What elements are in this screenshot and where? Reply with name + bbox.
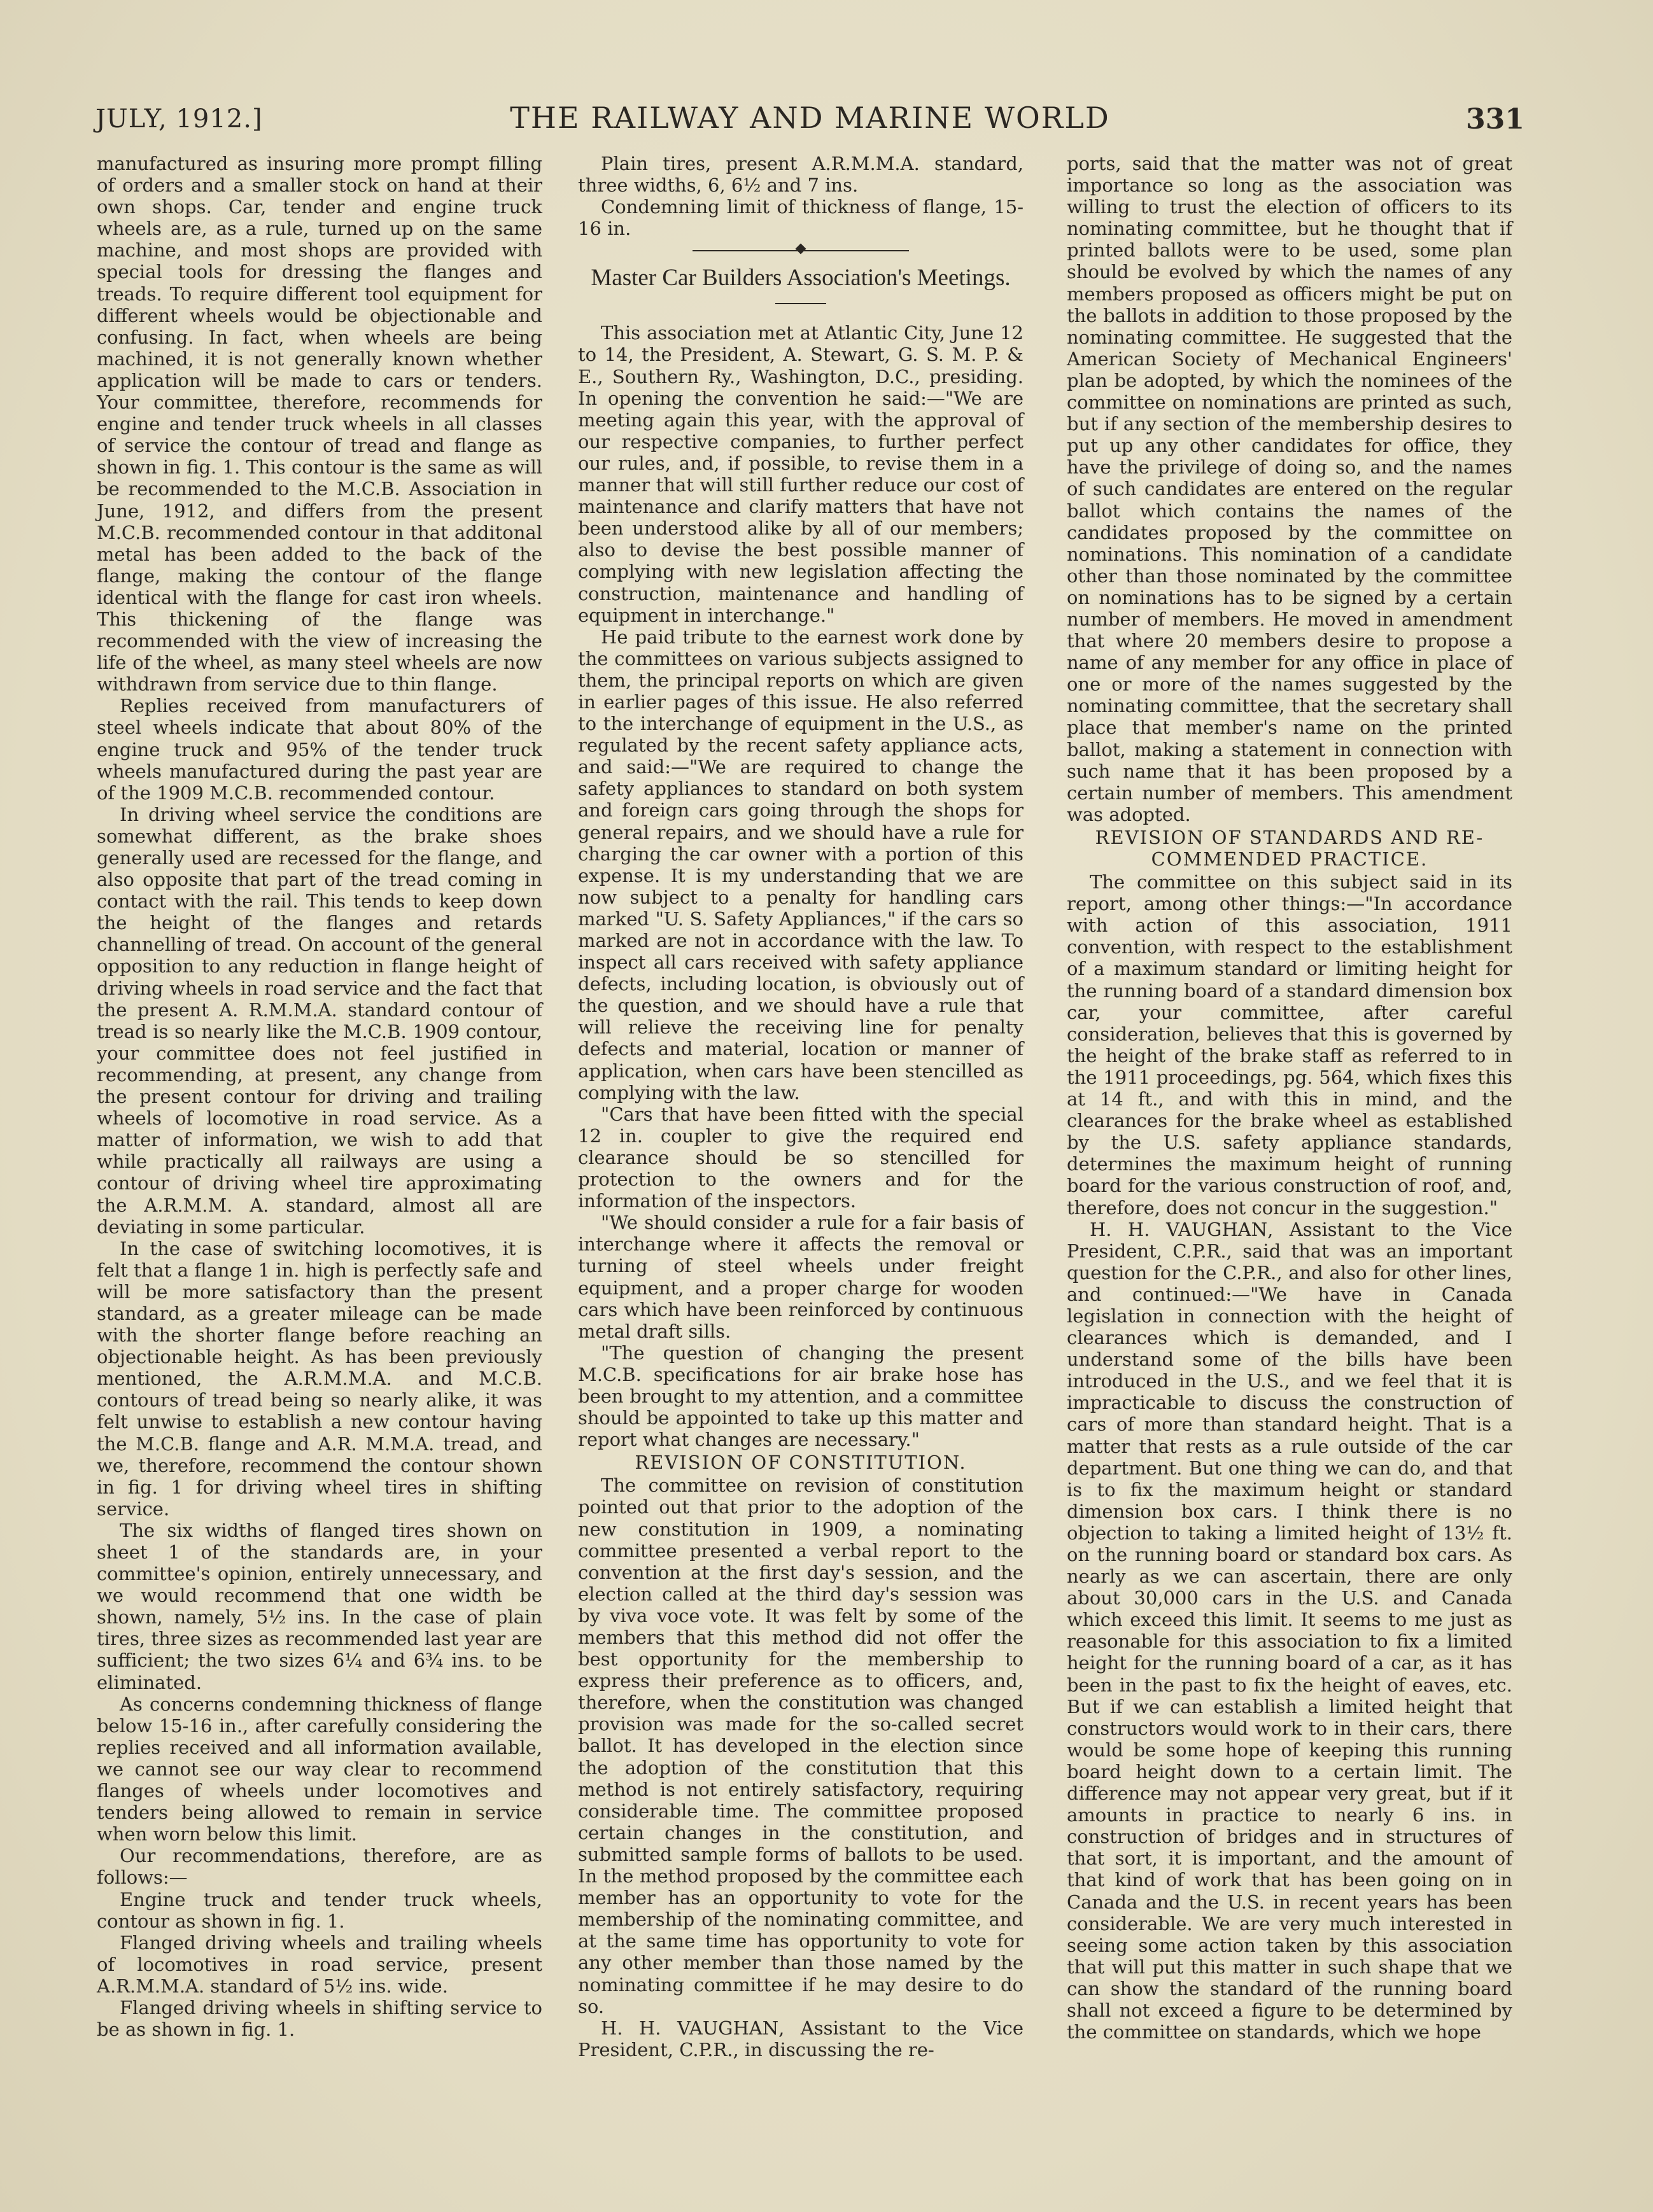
paragraph-text: , Assistant to the Vice President, C.P.R., in discussing the re- [578,2017,1023,2061]
paragraph: Flanged driving wheels and trailing wheels of locomotives in road service, present A.R.M.M.A. standard of 5½ ins. wide. [97,1931,542,1997]
paragraph: In driving wheel service the conditions are somewhat different, as the brake shoes generally used are recessed for the flange, and also opposite that part of the tread coming in contact with the rail. This tends to keep down the height of the flanges and retards channelling of tread. On account of the general opposition to any reduction in flange height of driving wheels in road service and the fact that the present A. R.M.M.A. standard contour of tread is so nearly like the M.C.B. 1909 contour, your committee does not feel justified in recommending, at present, any change from the present contour for driving and trailing wheels of locomotive in road service. As a matter of information, we wish to add that while practically all railways are using a contour of driving wheel tire approximating the A.R.M.M. A. standard, almost all are deviating in some particular. [97,803,542,1238]
paragraph: The committee on revision of constitution pointed out that prior to the adoption of the new constitution in 1909, a nominating committee presented a verbal report to the convention at the first day's session, and the election called at the third day's session was by viva voce vote. It was felt by some of the members that this method did not offer the best opportunity for the membership to express their preference as to officers, and, therefore, when the constitution was changed provision was made for the so-called secret ballot. It has developed in the election since the adoption of the constitution that this method is not entirely satisfactory, requiring considerable time. The committee proposed certain changes in the constitution, and submitted sample forms of ballots to be used. In the method proposed by the committee each member has an opportunity to vote for the membership of the nominating committee, and at the same time has opportunity to vote for any other member than those named by the nominating committee if he may desire to do so. [578,1474,1023,2017]
article-title: Master Car Builders Association's Meetings. [591,265,1011,291]
paragraph: manufactured as insuring more prompt filling of orders and a smaller stock on hand at their own shops. Car, tender and engine truck wheels are, as a rule, turned up on the same machine, and most shops are provided with special tools for dressing the flanges and treads. To require different tool equipment for different wheels would be objectionable and confusing. In fact, when wheels are being machined, it is not generally known whether application will be made to cars or tenders. Your committee, therefore, recommends for engine and tender truck wheels in all classes of service the contour of tread and flange as shown in fig. 1. This contour is the same as will be recommended to the M.C.B. Association in June, 1912, and differs from the present M.C.B. recommended contour in that additonal metal has been added to the back of the flange, making the contour of the flange identical with the flange for cast iron wheels. This thickening of the flange was recommended with the view of increasing the life of the wheel, as many steel wheels are now withdrawn from service due to thin flange. [97,153,542,696]
paragraph: The six widths of flanged tires shown on sheet 1 of the standards are, in your committee's opinion, entirely unnecessary, and we would recommend that one width be shown, namely, 5½ ins. In the case of plain tires, three sizes as recommended last year are sufficient; the two sizes 6¼ and 6¾ ins. to be eliminated. [97,1519,542,1693]
paragraph: In the case of switching locomotives, it is felt that a flange 1 in. high is perfectly safe and will be more satisfactory than the present standard, as a greater mileage can be made with the shorter flange before reaching an objectionable height. As has been previously mentioned, the A.R.M.M.A. and M.C.B. contours of tread being so nearly alike, it was felt unwise to establish a new contour having the M.C.B. flange and A.R. M.M.A. tread, and we, therefore, recommend the contour shown in fig. 1 for driving wheel tires in shifting service. [97,1237,542,1520]
paragraph: He paid tribute to the earnest work done by the committees on various subjects assigned to them, the principal reports on which are given in earlier pages of this issue. He also referred to the interchange of equipment in the U.S., as regulated by the recent safety appliance acts, and said:—"We are required to change the safety appliances to standard on both system and foreign cars going through the shops for general repairs, and we should have a rule for charging the car owner with a portion of this expense. It is my understanding that we are now subject to a penalty for handling cars marked "U. S. Safety Appliances," if the cars so marked are not in accordance with the law. To inspect all cars received with safety appliance defects, including location, is obviously out of the question, and we should have a rule that will relieve the receiving line for penalty defects and material, location or manner of application, when cars have been stencilled as complying with the law. [578,626,1023,1103]
subheading [1067,827,1512,870]
issue-date: JULY, 1912.] [95,104,263,134]
column-3 [1067,153,1512,2043]
paragraph: "We should consider a rule for a fair basis of interchange where it affects the removal or turning of steel wheels under freight equipment, and a proper charge for wooden cars which have been reinforced by continuous metal draft sills. [578,1212,1023,1342]
paragraph-text: , Assistant to the Vice President, C.P.R., said that was an important question for the C.P.R., and also for other lines, and continued:—"We have in Canada legislation in connection with the height of clearances which is demanded, and I understand some of the bills have been introduced in the U.S., and we feel that it is impracticable to discuss the construction of cars of more than standard height. That is a matter that rests as a rule outside of the car department. But one thing we can do, and that is to fix the maximum height or standard dimension box cars. I think there is no objection to taking a limited height of 13½ ft. on the running board or standard box cars. As nearly as we can ascertain, there are only about 30,000 cars in the U.S. and Canada which exceed this limit. It seems to me just as reasonable for this association to fix a limited height for the running board of a car, as it has been in the past to fix the height of eaves, etc. But if we can establish a limited height that constructors would work to in their cars, there would be some hope of keeping this running board height down to a certain limit. The difference may not appear very great, but if it amounts in practice to nearly 6 ins. in construction of bridges and in structures of that sort, it is important, and the amount of that kind of work that has been going on in Canada and the U.S. in recent years has been considerable. We are very much interested in seeing some action taken by this association that will put this matter in such shape that we can show the standard of the running board shall not exceed a figure to be determined by the committee on standards, which we hope [1067,1218,1512,2043]
page-header [95,101,1524,139]
speaker-name: H. H. VAUGHAN [601,2017,779,2039]
paragraph [578,2017,1023,2061]
paragraph: Engine truck and tender truck wheels, contour as shown in fig. 1. [97,1888,542,1932]
paragraph: Replies received from manufacturers of steel wheels indicate that about 80% of the engine truck and 95% of the tender truck wheels manufactured during the past year are of the 1909 M.C.B. recommended contour. [97,695,542,804]
paragraph: The committee on this subject said in its report, among other things:—"In accordance with action of this association, 1911 convention, with respect to the establishment of a maximum standard or limiting height for the running board of a standard dimension box car, your committee, after careful consideration, believes that this is governed by the height of the brake staff as referred to in the 1911 proceedings, pg. 564, which fixes this at 14 ft., and with this in mind, and the clearances for the brake wheel as established by the U.S. safety appliance standards, determines the maximum height of running board for the various construction of roof, and, therefore, does not concur in the suggestion." [1067,871,1512,1219]
column-2 [578,153,1023,2061]
column-1 [97,153,542,2040]
speaker-name: H. H. VAUGHAN [1090,1218,1268,1240]
journal-title: THE RAILWAY AND MARINE WORLD [510,101,1110,135]
paragraph [1067,1219,1512,2043]
subheading-line: REVISION OF STANDARDS AND RE- [1095,826,1484,848]
paragraph: "Cars that have been fitted with the special 12 in. coupler to give the required end clearance should be so stencilled for protection to the owners and for the information of the inspectors. [578,1103,1023,1212]
diamond-ornament-icon [796,244,806,255]
paragraph: Condemning limit of thickness of flange, 15-16 in. [578,196,1023,240]
paragraph: As concerns condemning thickness of flange below 15-16 in., after carefully considering the replies received and all information available, we cannot see our way clear to recommend flanges of wheels under locomotives and tenders being allowed to remain in service when worn below this limit. [97,1693,542,1845]
paragraph: Flanged driving wheels in shifting service to be as shown in fig. 1. [97,1996,542,2041]
paragraph: ports, said that the matter was not of great importance so long as the association was willing to trust the election of officers to its nominating committee, but he thought that if printed ballots were to be used, some plan should be evolved by which the names of any members proposed as officers might be put on the ballots in addition to those proposed by the nominating committee. He suggested that the American Society of Mechanical Engineers' plan be adopted, by which the nominees of the committee on nominations are printed as such, but if any section of the membership desires to put up any other candidates for office, they have the privilege of doing so, and the names of such candidates are entered on the regular ballot which contains the names of the candidates proposed by the committee on nominations. This nomination of a candidate other than those nominated by the committee on nominations has to be signed by a certain number of members. He moved in amendment that where 20 members desire to propose a name of any member for any office in place of one or more of the names suggested by the nominating committee, that the secretary shall place that member's name on the printed ballot, making a statement in connection with such name that it has been proposed by a certain number of members. This amendment was adopted. [1067,153,1512,825]
paragraph: This association met at Atlantic City, June 12 to 14, the President, A. Stewart, G. S. M. P. & E., Southern Ry., Washington, D.C., presiding. In opening the convention he said:—"We are meeting again this year, with the approval of our respective companies, to further perfect our rules, and, if possible, to revise them in a manner that will still further reduce our cost of maintenance and clarify matters that have not been understood alike by all of our members; also to devise the best possible manner of complying with new legislation affecting the construction, maintenance and handling of equipment in interchange." [578,322,1023,626]
subheading-line: COMMENDED PRACTICE. [1151,848,1428,870]
paragraph: Plain tires, present A.R.M.M.A. standard, three widths, 6, 6½ and 7 ins. [578,153,1023,197]
title-rule [775,303,826,304]
paragraph: "The question of changing the present M.C.B. specifications for air brake hose has been brought to my attention, and a committee should be appointed to take up this matter and report what changes are necessary." [578,1341,1023,1451]
section-divider [578,243,1023,258]
subheading: REVISION OF CONSTITUTION. [635,1452,967,1474]
page-number: 331 [1466,103,1524,136]
paragraph: Our recommendations, therefore, are as follows:— [97,1845,542,1889]
